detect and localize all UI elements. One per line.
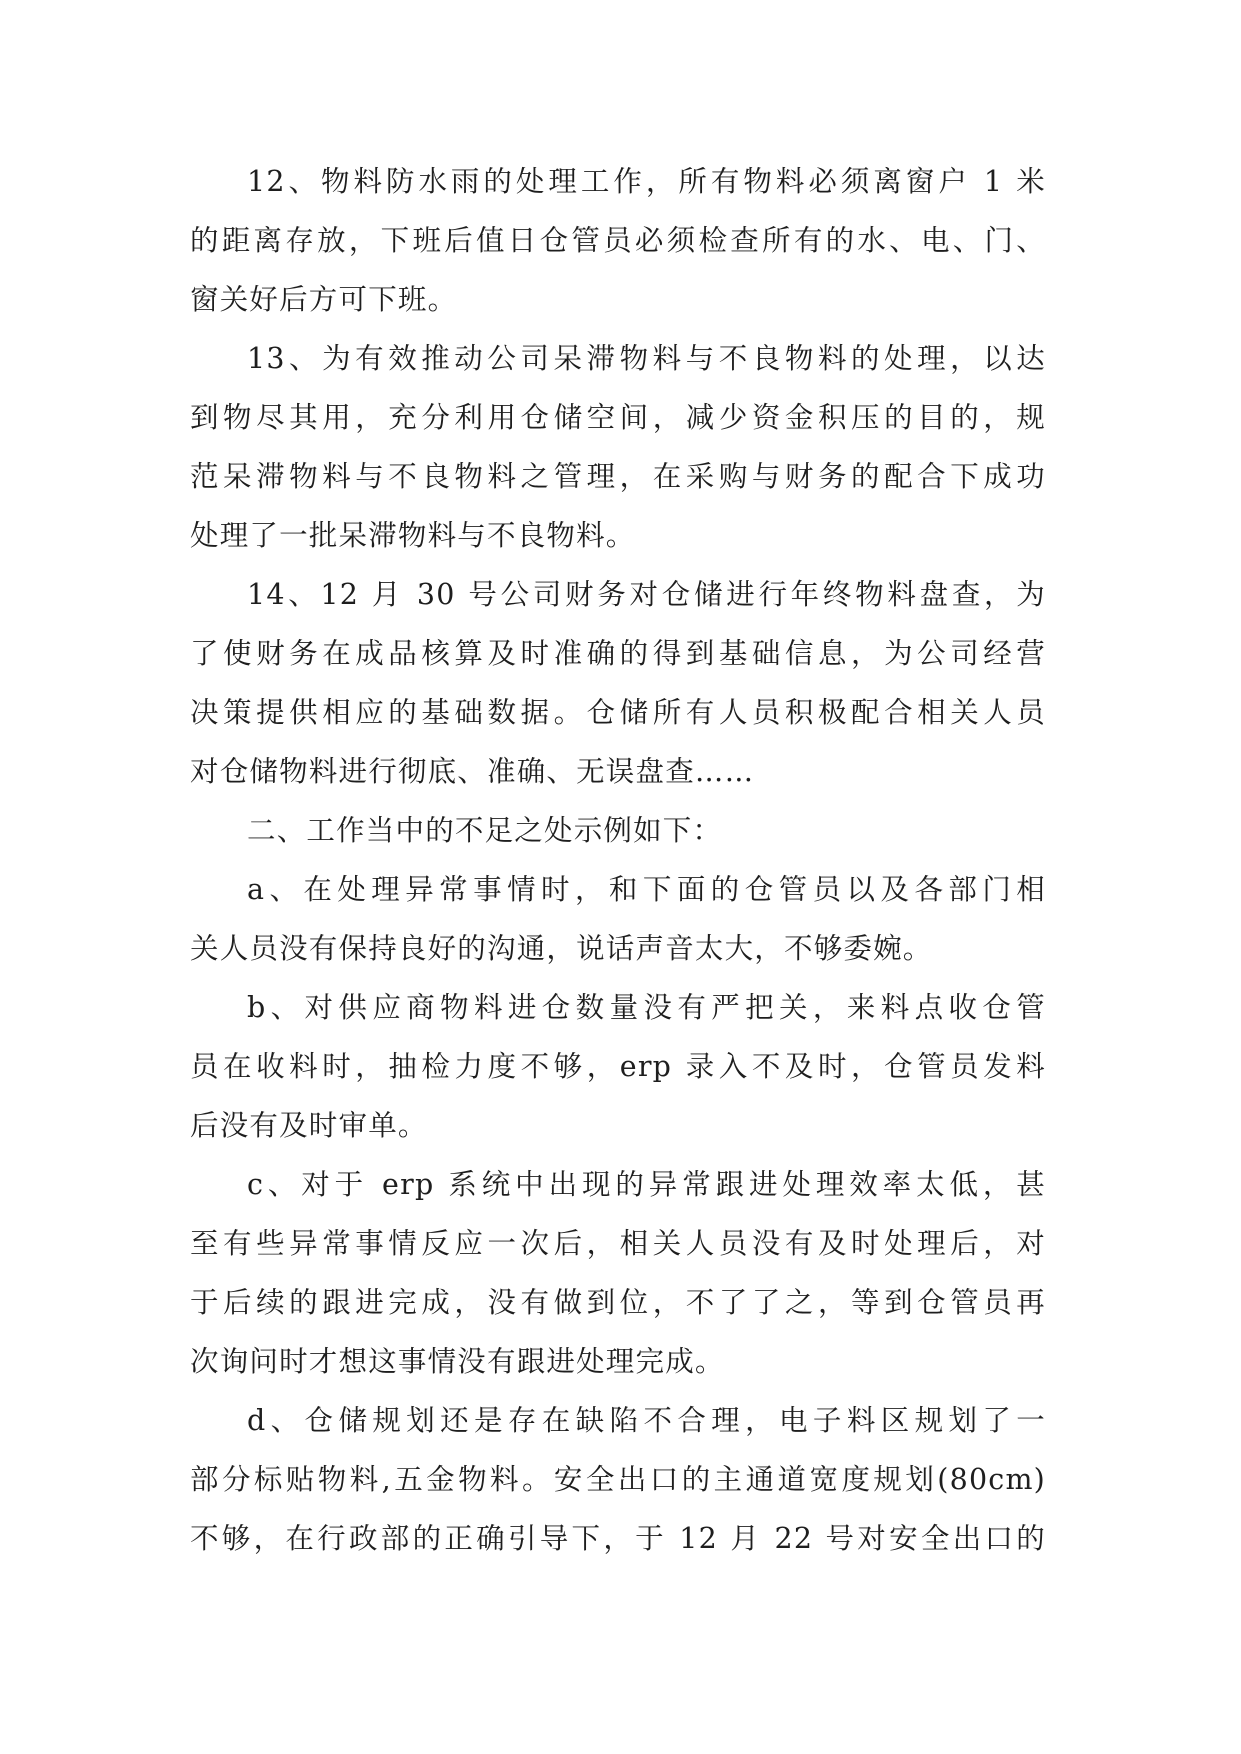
paragraph-item-13	[190, 329, 1046, 565]
text-line: c、对于 erp 系统中出现的异常跟进处理效率太低，甚	[247, 1168, 1046, 1201]
paragraph-item-12	[190, 152, 1046, 329]
paragraph-item-14	[190, 565, 1046, 801]
text-line: 关人员没有保持良好的沟通，说话声音太大，不够委婉。	[190, 932, 933, 965]
section-heading-shortcomings	[190, 801, 1046, 860]
text-line: 处理了一批呆滞物料与不良物料。	[190, 519, 636, 552]
text-line: 部分标贴物料,五金物料。安全出口的主通道宽度规划(80cm)	[190, 1463, 1046, 1496]
text-line: 的距离存放，下班后值日仓管员必须检查所有的水、电、门、	[190, 224, 1046, 257]
text-line: 13、为有效推动公司呆滞物料与不良物料的处理，以达	[247, 342, 1046, 375]
text-line: 14、12 月 30 号公司财务对仓储进行年终物料盘查，为	[247, 578, 1046, 611]
paragraph-item-c	[190, 1155, 1046, 1391]
text-line: 次询问时才想这事情没有跟进处理完成。	[190, 1345, 725, 1378]
text-line: 到物尽其用，充分利用仓储空间，减少资金积压的目的，规	[190, 401, 1046, 434]
text-line: 12、物料防水雨的处理工作，所有物料必须离窗户 1 米	[247, 165, 1046, 198]
document-body	[190, 152, 1046, 1568]
text-line: 至有些异常事情反应一次后，相关人员没有及时处理后，对	[190, 1227, 1046, 1260]
paragraph-item-d	[190, 1391, 1046, 1568]
text-line: a、在处理异常事情时，和下面的仓管员以及各部门相	[247, 873, 1046, 906]
text-line: b、对供应商物料进仓数量没有严把关，来料点收仓管	[247, 991, 1046, 1024]
text-line: 不够，在行政部的正确引导下，于 12 月 22 号对安全出口的	[190, 1522, 1046, 1555]
text-line: 对仓储物料进行彻底、准确、无误盘查……	[190, 755, 755, 788]
text-line: 于后续的跟进完成，没有做到位，不了了之，等到仓管员再	[190, 1286, 1046, 1319]
text-line: 后没有及时审单。	[190, 1109, 428, 1142]
text-line: 范呆滞物料与不良物料之管理，在采购与财务的配合下成功	[190, 460, 1046, 493]
paragraph-item-b	[190, 978, 1046, 1155]
text-line: d、仓储规划还是存在缺陷不合理，电子料区规划了一	[247, 1404, 1046, 1437]
text-line: 二、工作当中的不足之处示例如下：	[247, 814, 723, 847]
text-line: 决策提供相应的基础数据。仓储所有人员积极配合相关人员	[190, 696, 1046, 729]
text-line: 员在收料时，抽检力度不够，erp 录入不及时，仓管员发料	[190, 1050, 1046, 1083]
text-line: 窗关好后方可下班。	[190, 283, 458, 316]
text-line: 了使财务在成品核算及时准确的得到基础信息，为公司经营	[190, 637, 1046, 670]
paragraph-item-a	[190, 860, 1046, 978]
